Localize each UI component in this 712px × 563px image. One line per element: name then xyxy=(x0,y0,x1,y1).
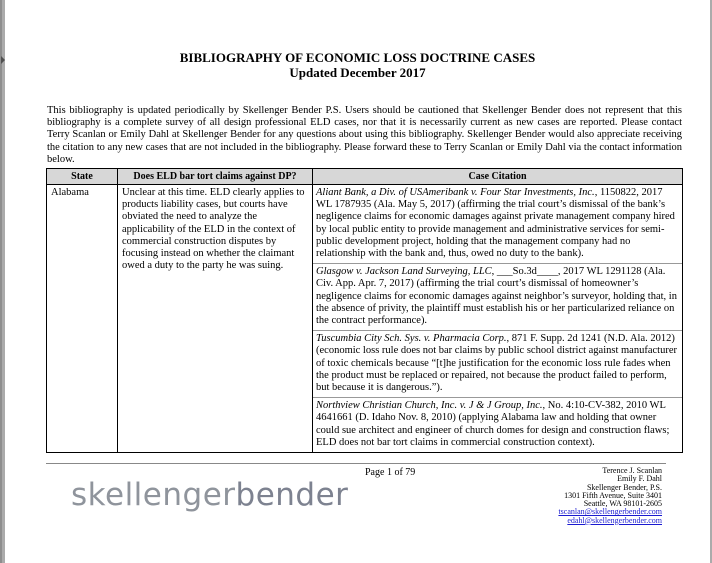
email-link-2[interactable]: edahl@skellengerbender.com xyxy=(567,515,662,525)
case-name: Glasgow v. Jackson Land Surveying, LLC xyxy=(316,266,492,278)
firm-logo xyxy=(71,475,348,515)
case-text: , ___So.3d____, 2017 WL 1291128 (Ala. Civ. App. Apr. 7, 2017) (affirming the trial court’s dismissal of homeowner’s negligence claims for economic damages against neighbor’s surveyor, holding that, in the absence of privity, the plaintiff must establish his or her particularized reliance on the contract performance). xyxy=(316,266,677,327)
citation-cell xyxy=(313,185,683,453)
cases-table xyxy=(46,168,683,453)
viewer-left-edge xyxy=(0,0,2,563)
header-citation: Case Citation xyxy=(313,169,683,185)
contact-name-1: Terence J. Scanlan xyxy=(602,466,662,475)
contact-address-1: 1301 Fifth Avenue, Suite 3401 xyxy=(564,490,662,500)
contact-address-2: Seattle, WA 98101-2605 xyxy=(583,499,662,509)
case-text: , 1150822, 2017 WL 1787935 (Ala. May 5, 2017) (affirming the trial court’s dismissal of the bank’s negligence claims for economic damages against private management company hired by local public entity to provide management and administrative services for semi-public development project, holding that the management company had no relationship with the bank and, thus, owed no duty to the bank). xyxy=(316,187,675,260)
contact-block xyxy=(558,467,662,525)
header-eld: Does ELD bar tort claims against DP? xyxy=(118,169,313,185)
case-name: Aliant Bank, a Div. of USAmeribank v. Four Star Investments, Inc. xyxy=(316,187,595,198)
state-cell: Alabama xyxy=(47,185,118,453)
case-citation xyxy=(313,331,682,398)
email-link-1[interactable]: tscanlan@skellengerbender.com xyxy=(558,507,662,517)
case-name: Northview Christian Church, Inc. v. J & J Group, Inc. xyxy=(316,400,543,412)
contact-name-2: Emily F. Dahl xyxy=(617,474,662,484)
eld-cell: Unclear at this time. ELD clearly applies to products liability cases, but courts have obviated the need to analyze the applicability of the ELD in the context of commercial construction disputes by focusing instead on whether the claimant owed a duty to the party he was suing. xyxy=(118,185,313,453)
table-row xyxy=(47,185,683,453)
page-number: Page 1 of 79 xyxy=(365,467,416,478)
title-line-2: Updated December 2017 xyxy=(289,65,426,80)
document-page xyxy=(5,0,710,563)
logo-part-2: bender xyxy=(235,477,349,513)
header-state: State xyxy=(47,169,118,185)
case-text: , No. 4:10-CV-382, 2010 WL 4641661 (D. Idaho Nov. 8, 2010) (applying Alabama law and holding that owner could sue architect and engineer of church domes for design and construction flaws; ELD does not bar tort claims in commercial construction context). xyxy=(316,400,670,448)
contact-firm: Skellenger Bender, P.S. xyxy=(586,482,662,492)
table-header-row xyxy=(47,169,683,185)
case-citation xyxy=(313,398,682,452)
case-text: , 871 F. Supp. 2d 1241 (N.D. Ala. 2012) (economic loss rule does not bar claims by public school district against manufacturer of toxic chemicals because “[t]he justification for the economic loss rule fades when the product must be replaced or repaired, not because the product failed to perform, but because it is dangerous.”). xyxy=(316,333,677,394)
intro-paragraph: This bibliography is updated periodically by Skellenger Bender P.S. Users should be cautioned that Skellenger Bender does not represent that this bibliography is a complete survey of all design professional ELD cases, nor that it is necessarily current as new cases are reported. Please contact Terry Scanlan or Emily Dahl at Skellenger Bender for any questions about using this bibliography. Skellenger Bender would also appreciate receiving the citation to any new cases that are not included in the bibliography. Please forward these to Terry Scanlan or Emily Dahl via the contact information below. xyxy=(47,105,682,165)
logo-part-1: skellenger xyxy=(71,477,236,513)
title-line-1: BIBLIOGRAPHY OF ECONOMIC LOSS DOCTRINE CASES xyxy=(179,50,536,65)
footer-divider xyxy=(46,463,666,464)
case-citation xyxy=(313,264,682,331)
case-citation xyxy=(313,185,682,264)
document-title xyxy=(5,50,710,80)
case-name: Tuscumbia City Sch. Sys. v. Pharmacia Corp. xyxy=(316,333,507,345)
